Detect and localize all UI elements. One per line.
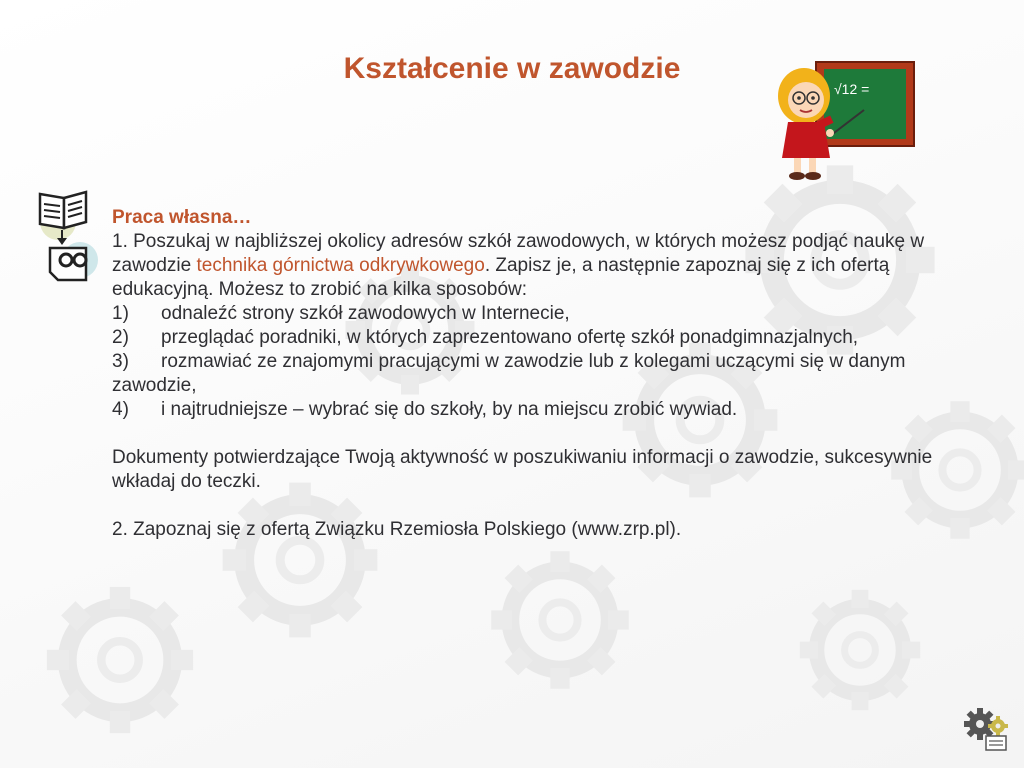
section-heading: Praca własna…	[112, 207, 252, 228]
list-item-text: odnaleźć strony szkół zawodowych w Internecie,	[161, 303, 570, 324]
list-item-text: przeglądać poradniki, w których zaprezentowano ofertę szkół ponadgimnazjalnych,	[161, 327, 859, 348]
list-item-number: 2)	[112, 327, 129, 348]
profession-highlight: technika górnictwa odkrywkowego	[196, 255, 485, 276]
board-text: √12 =	[834, 81, 870, 97]
spacer	[112, 422, 982, 446]
book-and-document-icon	[36, 188, 98, 288]
step2-paragraph: 2. Zapoznaj się z ofertą Związku Rzemiosła Polskiego (www.zrp.pl).	[112, 519, 682, 540]
list-item-number: 3)	[112, 351, 129, 372]
gears-icon[interactable]	[962, 704, 1010, 752]
list-item-text: rozmawiać ze znajomymi pracującymi w zawodzie lub z kolegami uczącymi się w danym zawodzie,	[112, 351, 906, 396]
list-item	[112, 326, 982, 350]
intro-text-end: . Zapisz je, a następnie zapoznaj się z ich ofertą edukacyjną. Możesz to zrobić na kilka sposobów:	[112, 255, 890, 300]
list-item	[112, 398, 982, 422]
list-item	[112, 350, 982, 398]
list-item-text: i najtrudniejsze – wybrać się do szkoły, by na miejscu zrobić wywiad.	[161, 399, 738, 420]
teacher-at-blackboard-icon	[772, 58, 918, 182]
intro-text-start: 1. Poszukaj w najbliższej okolicy adresów szkół zawodowych, w których możesz podjąć naukę w zawodzie	[112, 231, 925, 276]
slide-content	[112, 206, 982, 542]
spacer	[112, 494, 982, 518]
documents-paragraph: Dokumenty potwierdzające Twoją aktywność w poszukiwaniu informacji o zawodzie, sukcesywnie wkładaj do teczki.	[112, 447, 933, 492]
list-item	[112, 302, 982, 326]
slide-title: Kształcenie w zawodzie	[343, 52, 681, 85]
list-item-number: 1)	[112, 303, 129, 324]
list-item-number: 4)	[112, 399, 129, 420]
intro-paragraph	[112, 230, 982, 302]
